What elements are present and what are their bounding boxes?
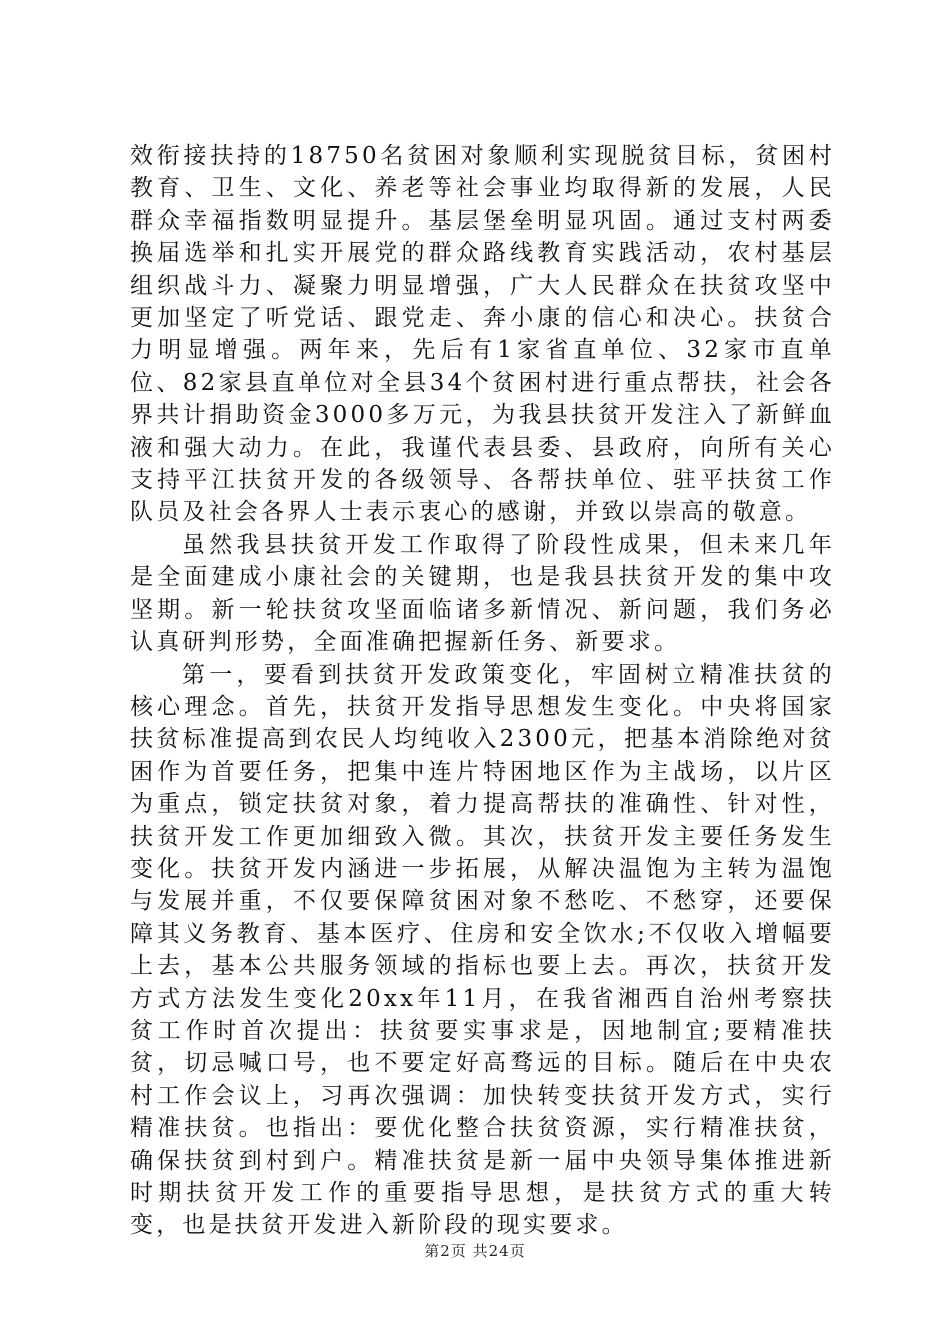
page-number-footer: 第2页 共24页	[424, 1242, 526, 1260]
paragraph-1: 效衔接扶持的18750名贫困对象顺利实现脱贫目标，贫困村教育、卫生、文化、养老等社会事业均取得新的发展，人民群众幸福指数明显提升。基层堡垒明显巩固。通过支村两委换届选举和扎实开展党的群众路线教育实践活动，农村基层组织战斗力、凝聚力明显增强，广大人民群众在扶贫攻坚中更加坚定了听党话、跟党走、奔小康的信心和决心。扶贫合力明显增强。两年来，先后有1家省直单位、32家市直单位、82家县直单位对全县34个贫困村进行重点帮扶，社会各界共计捐助资金3000多万元，为我县扶贫开发注入了新鲜血液和强大动力。在此，我谨代表县委、县政府，向所有关心支持平江扶贫开发的各级领导、各帮扶单位、驻平扶贫工作队员及社会各界人士表示衷心的感谢，并致以崇高的敬意。	[130, 143, 835, 526]
paragraph-2: 虽然我县扶贫开发工作取得了阶段性成果，但未来几年是全面建成小康社会的关键期，也是我县扶贫开发的集中攻坚期。新一轮扶贫攻坚面临诸多新情况、新问题，我们务必认真研判形势，全面准确把握新任务、新要求。	[130, 531, 835, 656]
document-body	[130, 140, 835, 1242]
paragraph-3: 第一，要看到扶贫开发政策变化，牢固树立精准扶贫的核心理念。首先，扶贫开发指导思想发生变化。中央将国家扶贫标准提高到农民人均纯收入2300元，把基本消除绝对贫困作为首要任务，把集中连片特困地区作为主战场，以片区为重点，锁定扶贫对象，着力提高帮扶的准确性、针对性，扶贫开发工作更加细致入微。其次，扶贫开发主要任务发生变化。扶贫开发内涵进一步拓展，从解决温饱为主转为温饱与发展并重，不仅要保障贫困对象不愁吃、不愁穿，还要保障其义务教育、基本医疗、住房和安全饮水;不仅收入增幅要上去，基本公共服务领域的指标也要上去。再次，扶贫开发方式方法发生变化20xx年11月，在我省湘西自治州考察扶贫工作时首次提出：扶贫要实事求是，因地制宜;要精准扶贫，切忌喊口号，也不要定好高骛远的目标。随后在中央农村工作会议上，习再次强调：加快转变扶贫开发方式，实行精准扶贫。也指出：要优化整合扶贫资源，实行精准扶贫，确保扶贫到村到户。精准扶贫是新一届中央领导集体推进新时期扶贫开发工作的重要指导思想，是扶贫方式的重大转变，也是扶贫开发进入新阶段的现实要求。	[130, 661, 835, 1239]
